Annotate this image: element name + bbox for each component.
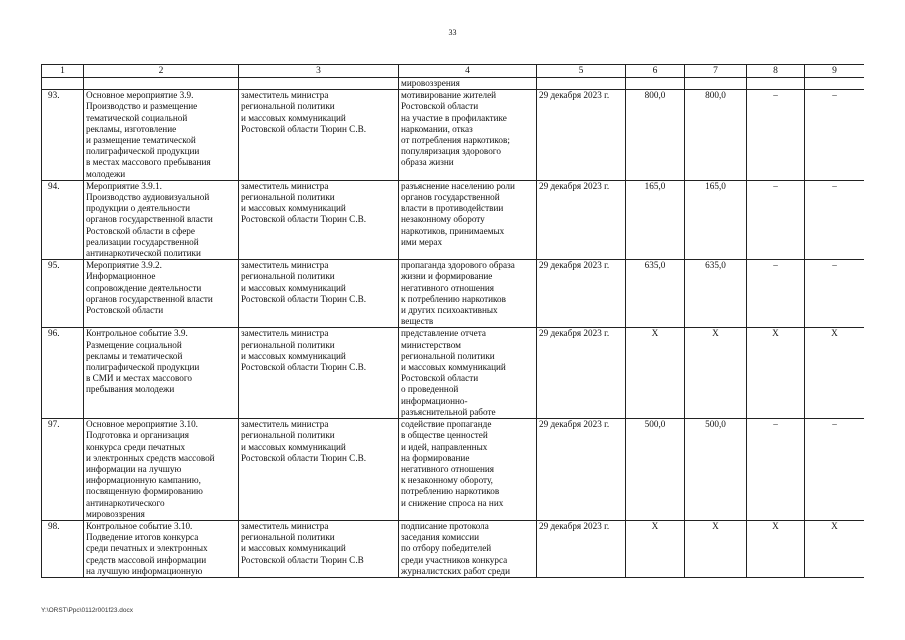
date-cell: 29 декабря 2023 г. — [537, 90, 626, 181]
column-header: 9 — [805, 65, 865, 78]
date-cell: 29 декабря 2023 г. — [537, 260, 626, 328]
row-number: 93. — [42, 90, 84, 181]
date-cell: 29 декабря 2023 г. — [537, 419, 626, 521]
page-number: 33 — [448, 28, 457, 37]
responsible-cell: заместитель министра региональной политики и массовых коммуникаций Ростовской области Тюрин С.В. — [239, 419, 399, 521]
result-cell: пропаганда здорового образа жизни и формирование негативного отношения к потреблению наркотиков и других психоактивных веществ — [399, 260, 537, 328]
table-row — [42, 260, 865, 328]
event-cell: Мероприятие 3.9.2. Информационное сопровождение деятельности органов государственной власти Ростовской области — [84, 260, 239, 328]
amount-cell: Х — [626, 520, 685, 577]
result-cell: подписание протокола заседания комиссии по отбору победителей среди участников конкурса журналистских работ среди — [399, 520, 537, 577]
event-cell: Контрольное событие 3.9. Размещение социальной рекламы и тематической полиграфической продукции в СМИ и местах массового пребывания молодежи — [84, 328, 239, 419]
result-cell: представление отчета министерством региональной политики и массовых коммуникаций Ростовской области о проведенной информационно- разъяснительной работе — [399, 328, 537, 419]
column-header: 2 — [84, 65, 239, 78]
responsible-cell: заместитель министра региональной политики и массовых коммуникаций Ростовской области Тюрин С.В. — [239, 260, 399, 328]
column-header: 8 — [747, 65, 805, 78]
responsible-cell: заместитель министра региональной политики и массовых коммуникаций Ростовской области Тюрин С.В. — [239, 328, 399, 419]
column-header: 6 — [626, 65, 685, 78]
amount-cell: 165,0 — [685, 180, 747, 259]
date-cell: 29 декабря 2023 г. — [537, 180, 626, 259]
responsible-cell: заместитель министра региональной политики и массовых коммуникаций Ростовской области Тюрин С.В. — [239, 90, 399, 181]
amount-cell: Х — [626, 328, 685, 419]
table-row — [42, 90, 865, 181]
row-number: 96. — [42, 328, 84, 419]
column-header: 7 — [685, 65, 747, 78]
table-row — [42, 328, 865, 419]
row-number: 97. — [42, 419, 84, 521]
column-header: 1 — [42, 65, 84, 78]
amount-cell: Х — [747, 520, 805, 577]
amount-cell: 500,0 — [685, 419, 747, 521]
table-header-row — [42, 65, 865, 78]
table-row — [42, 520, 865, 577]
continuation-row — [42, 78, 865, 90]
amount-cell: – — [805, 180, 865, 259]
row-number: 98. — [42, 520, 84, 577]
plan-table-container — [41, 64, 864, 608]
table-row — [42, 419, 865, 521]
responsible-cell: заместитель министра региональной политики и массовых коммуникаций Ростовской области Тюрин С.В. — [239, 180, 399, 259]
column-header: 4 — [399, 65, 537, 78]
result-cell: мотивирование жителей Ростовской области на участие в профилактике наркомании, отказ от потребления наркотиков; популяризация здорового образа жизни — [399, 90, 537, 181]
amount-cell: 800,0 — [685, 90, 747, 181]
column-header: 5 — [537, 65, 626, 78]
amount-cell: 165,0 — [626, 180, 685, 259]
amount-cell: 635,0 — [685, 260, 747, 328]
amount-cell: Х — [685, 520, 747, 577]
file-path-footer: Y:\ORST\Ppc\0112r001f23.docx — [41, 607, 134, 614]
amount-cell: – — [747, 260, 805, 328]
amount-cell: 500,0 — [626, 419, 685, 521]
responsible-cell: заместитель министра региональной политики и массовых коммуникаций Ростовской области Тюрин С.В — [239, 520, 399, 577]
event-cell: Основное мероприятие 3.9. Производство и размещение тематической социальной рекламы, изготовление и размещение тематической полиграфической продукции в местах массового пребывания молодежи — [84, 90, 239, 181]
event-cell: Мероприятие 3.9.1. Производство аудиовизуальной продукции о деятельности органов государственной власти Ростовской области в сфере реализации государственной антинаркотической политики — [84, 180, 239, 259]
column-header: 3 — [239, 65, 399, 78]
amount-cell: Х — [747, 328, 805, 419]
amount-cell: – — [747, 180, 805, 259]
date-cell: 29 декабря 2023 г. — [537, 520, 626, 577]
amount-cell: – — [805, 419, 865, 521]
amount-cell: Х — [805, 520, 865, 577]
amount-cell: 635,0 — [626, 260, 685, 328]
event-cell: Контрольное событие 3.10. Подведение итогов конкурса среди печатных и электронных средств массовой информации на лучшую информационную — [84, 520, 239, 577]
amount-cell: – — [805, 260, 865, 328]
continuation-cell: мировоззрения — [399, 78, 537, 90]
result-cell: содействие пропаганде в обществе ценностей и идей, направленных на формирование негативного отношения к незаконному обороту, потреблению наркотиков и снижение спроса на них — [399, 419, 537, 521]
amount-cell: – — [747, 419, 805, 521]
amount-cell: 800,0 — [626, 90, 685, 181]
amount-cell: Х — [685, 328, 747, 419]
amount-cell: – — [747, 90, 805, 181]
result-cell: разъяснение населению роли органов государственной власти в противодействии незаконному обороту наркотиков, принимаемых ими мерах — [399, 180, 537, 259]
amount-cell: – — [805, 90, 865, 181]
event-cell: Основное мероприятие 3.10. Подготовка и организация конкурса среди печатных и электронных средств массовой информации на лучшую информационную кампанию, посвященную формированию антинаркотического мировоззрения — [84, 419, 239, 521]
table-row — [42, 180, 865, 259]
row-number: 94. — [42, 180, 84, 259]
plan-table — [41, 64, 864, 578]
amount-cell: Х — [805, 328, 865, 419]
row-number: 95. — [42, 260, 84, 328]
date-cell: 29 декабря 2023 г. — [537, 328, 626, 419]
